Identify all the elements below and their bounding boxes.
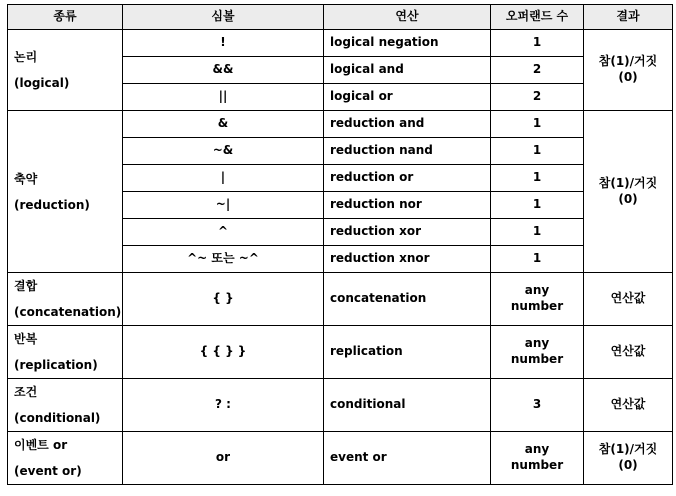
operand-count-cell: 2 xyxy=(491,57,584,84)
symbol-cell: ~& xyxy=(123,138,324,165)
category-english: (concatenation) xyxy=(14,305,122,319)
symbol-cell: ! xyxy=(123,30,324,57)
category-event-or xyxy=(8,432,123,485)
header-operation: 연산 xyxy=(324,5,491,30)
result-cell: 참(1)/거짓(0) xyxy=(584,30,673,111)
operation-cell: replication xyxy=(324,326,491,379)
operator-table xyxy=(7,4,673,485)
table-row xyxy=(8,379,673,432)
operation-cell: reduction xnor xyxy=(324,246,491,273)
operation-cell: concatenation xyxy=(324,273,491,326)
category-reduction xyxy=(8,111,123,273)
category-name: 조건 xyxy=(14,385,38,399)
symbol-cell: & xyxy=(123,111,324,138)
operand-count-cell: any number xyxy=(491,326,584,379)
result-cell: 참(1)/거짓(0) xyxy=(584,432,673,485)
category-english: (replication) xyxy=(14,358,98,372)
symbol-cell: ^ xyxy=(123,219,324,246)
table-row xyxy=(8,111,673,138)
operation-cell: logical or xyxy=(324,84,491,111)
header-symbol: 심볼 xyxy=(123,5,324,30)
operand-count-cell: any number xyxy=(491,273,584,326)
result-cell: 연산값 xyxy=(584,273,673,326)
operand-count-cell: any number xyxy=(491,432,584,485)
category-name: 축약 xyxy=(14,171,38,186)
operand-count-cell: 1 xyxy=(491,30,584,57)
header-result: 결과 xyxy=(584,5,673,30)
category-concatenation xyxy=(8,273,123,326)
symbol-cell: ? : xyxy=(123,379,324,432)
operation-cell: conditional xyxy=(324,379,491,432)
table-row xyxy=(8,326,673,379)
operand-count-cell: 1 xyxy=(491,138,584,165)
operand-count-cell: 1 xyxy=(491,165,584,192)
category-conditional xyxy=(8,379,123,432)
result-cell: 참(1)/거짓(0) xyxy=(584,111,673,273)
symbol-cell: ^~ 또는 ~^ xyxy=(123,246,324,273)
result-cell: 연산값 xyxy=(584,326,673,379)
category-replication xyxy=(8,326,123,379)
symbol-cell: { } xyxy=(123,273,324,326)
category-logical xyxy=(8,30,123,111)
operation-cell: reduction xor xyxy=(324,219,491,246)
category-name: 이벤트 or xyxy=(14,438,68,452)
operation-cell: logical negation xyxy=(324,30,491,57)
category-name: 반복 xyxy=(14,332,38,346)
operand-count-cell: 1 xyxy=(491,219,584,246)
operand-count-cell: 1 xyxy=(491,246,584,273)
category-english: (event or) xyxy=(14,464,82,478)
category-english: (reduction) xyxy=(14,197,90,212)
operand-count-cell: 1 xyxy=(491,192,584,219)
category-english: (conditional) xyxy=(14,411,101,425)
symbol-cell: or xyxy=(123,432,324,485)
operation-cell: logical and xyxy=(324,57,491,84)
operand-count-cell: 2 xyxy=(491,84,584,111)
symbol-cell: { { } } xyxy=(123,326,324,379)
result-cell: 연산값 xyxy=(584,379,673,432)
header-category: 종류 xyxy=(8,5,123,30)
operand-count-cell: 3 xyxy=(491,379,584,432)
table-row xyxy=(8,273,673,326)
operation-cell: reduction nor xyxy=(324,192,491,219)
symbol-cell: ~| xyxy=(123,192,324,219)
category-name: 결합 xyxy=(14,279,38,293)
category-name: 논리 xyxy=(14,50,38,64)
table-row xyxy=(8,432,673,485)
table-row xyxy=(8,30,673,57)
header-row xyxy=(8,5,673,30)
symbol-cell: && xyxy=(123,57,324,84)
category-english: (logical) xyxy=(14,76,70,90)
symbol-cell: || xyxy=(123,84,324,111)
operation-cell: reduction or xyxy=(324,165,491,192)
header-operand-count: 오퍼랜드 수 xyxy=(491,5,584,30)
operation-cell: reduction nand xyxy=(324,138,491,165)
operation-cell: event or xyxy=(324,432,491,485)
operation-cell: reduction and xyxy=(324,111,491,138)
symbol-cell: | xyxy=(123,165,324,192)
operand-count-cell: 1 xyxy=(491,111,584,138)
